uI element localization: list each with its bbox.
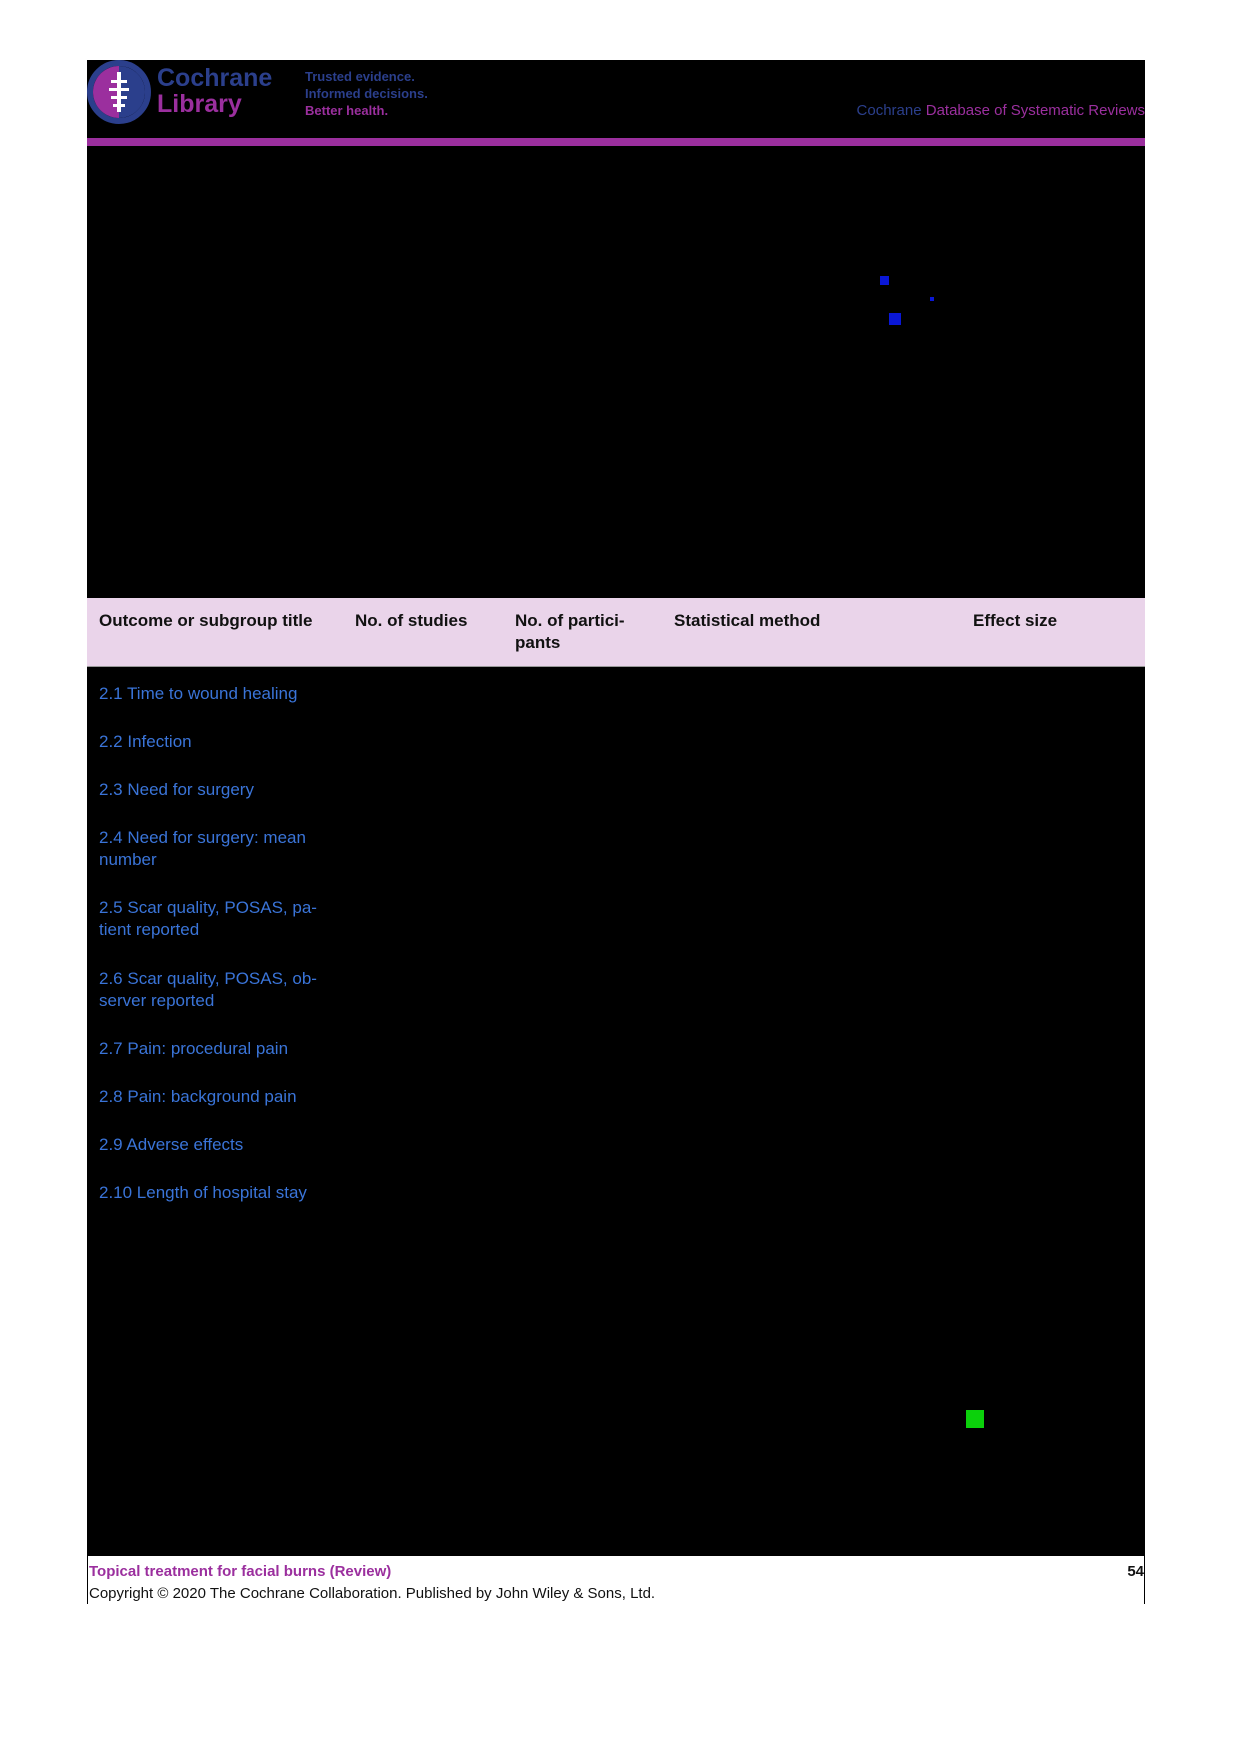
column-header-participants: No. of partici- pants — [515, 611, 625, 652]
forest-plot-marker — [880, 276, 889, 285]
database-title — [857, 102, 1145, 119]
tagline-line-1: Trusted evidence. — [305, 69, 415, 84]
forest-plot-marker — [930, 297, 934, 301]
tagline — [305, 68, 428, 119]
tagline-line-2: Informed decisions. — [305, 86, 428, 101]
footer-review-title[interactable]: Topical treatment for facial burns (Review) — [89, 1563, 392, 1580]
tagline-line-3: Better health. — [305, 103, 389, 118]
outcome-link[interactable]: 2.6 Scar quality, POSAS, ob-server reported — [99, 969, 317, 1010]
brand-name-line2: Library — [157, 90, 242, 118]
column-header-studies: No. of studies — [355, 611, 468, 630]
outcome-link[interactable]: 2.7 Pain: procedural pain — [99, 1039, 289, 1058]
header-divider — [87, 138, 1145, 146]
page-number: 54 — [1127, 1563, 1144, 1580]
footer-border-left — [87, 1556, 88, 1604]
cochrane-logo-icon — [87, 60, 151, 124]
footer-border-right — [1144, 1556, 1145, 1604]
forest-plot-marker-green — [966, 1410, 984, 1428]
database-title-part1: Cochrane — [856, 102, 922, 119]
outcome-link[interactable]: 2.2 Infection — [99, 732, 192, 751]
column-header-method: Statistical method — [674, 611, 821, 630]
footer-copyright: Copyright © 2020 The Cochrane Collaboration. Published by John Wiley & Sons, Ltd. — [89, 1585, 656, 1602]
table-header — [87, 598, 1145, 667]
outcome-link[interactable]: 2.1 Time to wound healing — [99, 684, 298, 703]
column-header-effect-size: Effect size — [973, 611, 1058, 630]
outcome-link[interactable]: 2.8 Pain: background pain — [99, 1087, 297, 1106]
outcome-link[interactable]: 2.4 Need for surgery: mean number — [99, 828, 306, 869]
brand-name-line1: Cochrane — [157, 64, 273, 92]
outcome-link[interactable]: 2.10 Length of hospital stay — [99, 1183, 307, 1202]
outcome-link[interactable]: 2.5 Scar quality, POSAS, pa-tient reported — [99, 898, 317, 939]
outcome-link[interactable]: 2.3 Need for surgery — [99, 780, 254, 799]
database-title-part2: Database of Systematic Reviews — [921, 102, 1145, 119]
page-header — [87, 60, 1145, 138]
forest-plot-marker — [889, 313, 901, 325]
outcome-link[interactable]: 2.9 Adverse effects — [99, 1135, 244, 1154]
column-header-outcome: Outcome or subgroup title — [99, 611, 313, 630]
